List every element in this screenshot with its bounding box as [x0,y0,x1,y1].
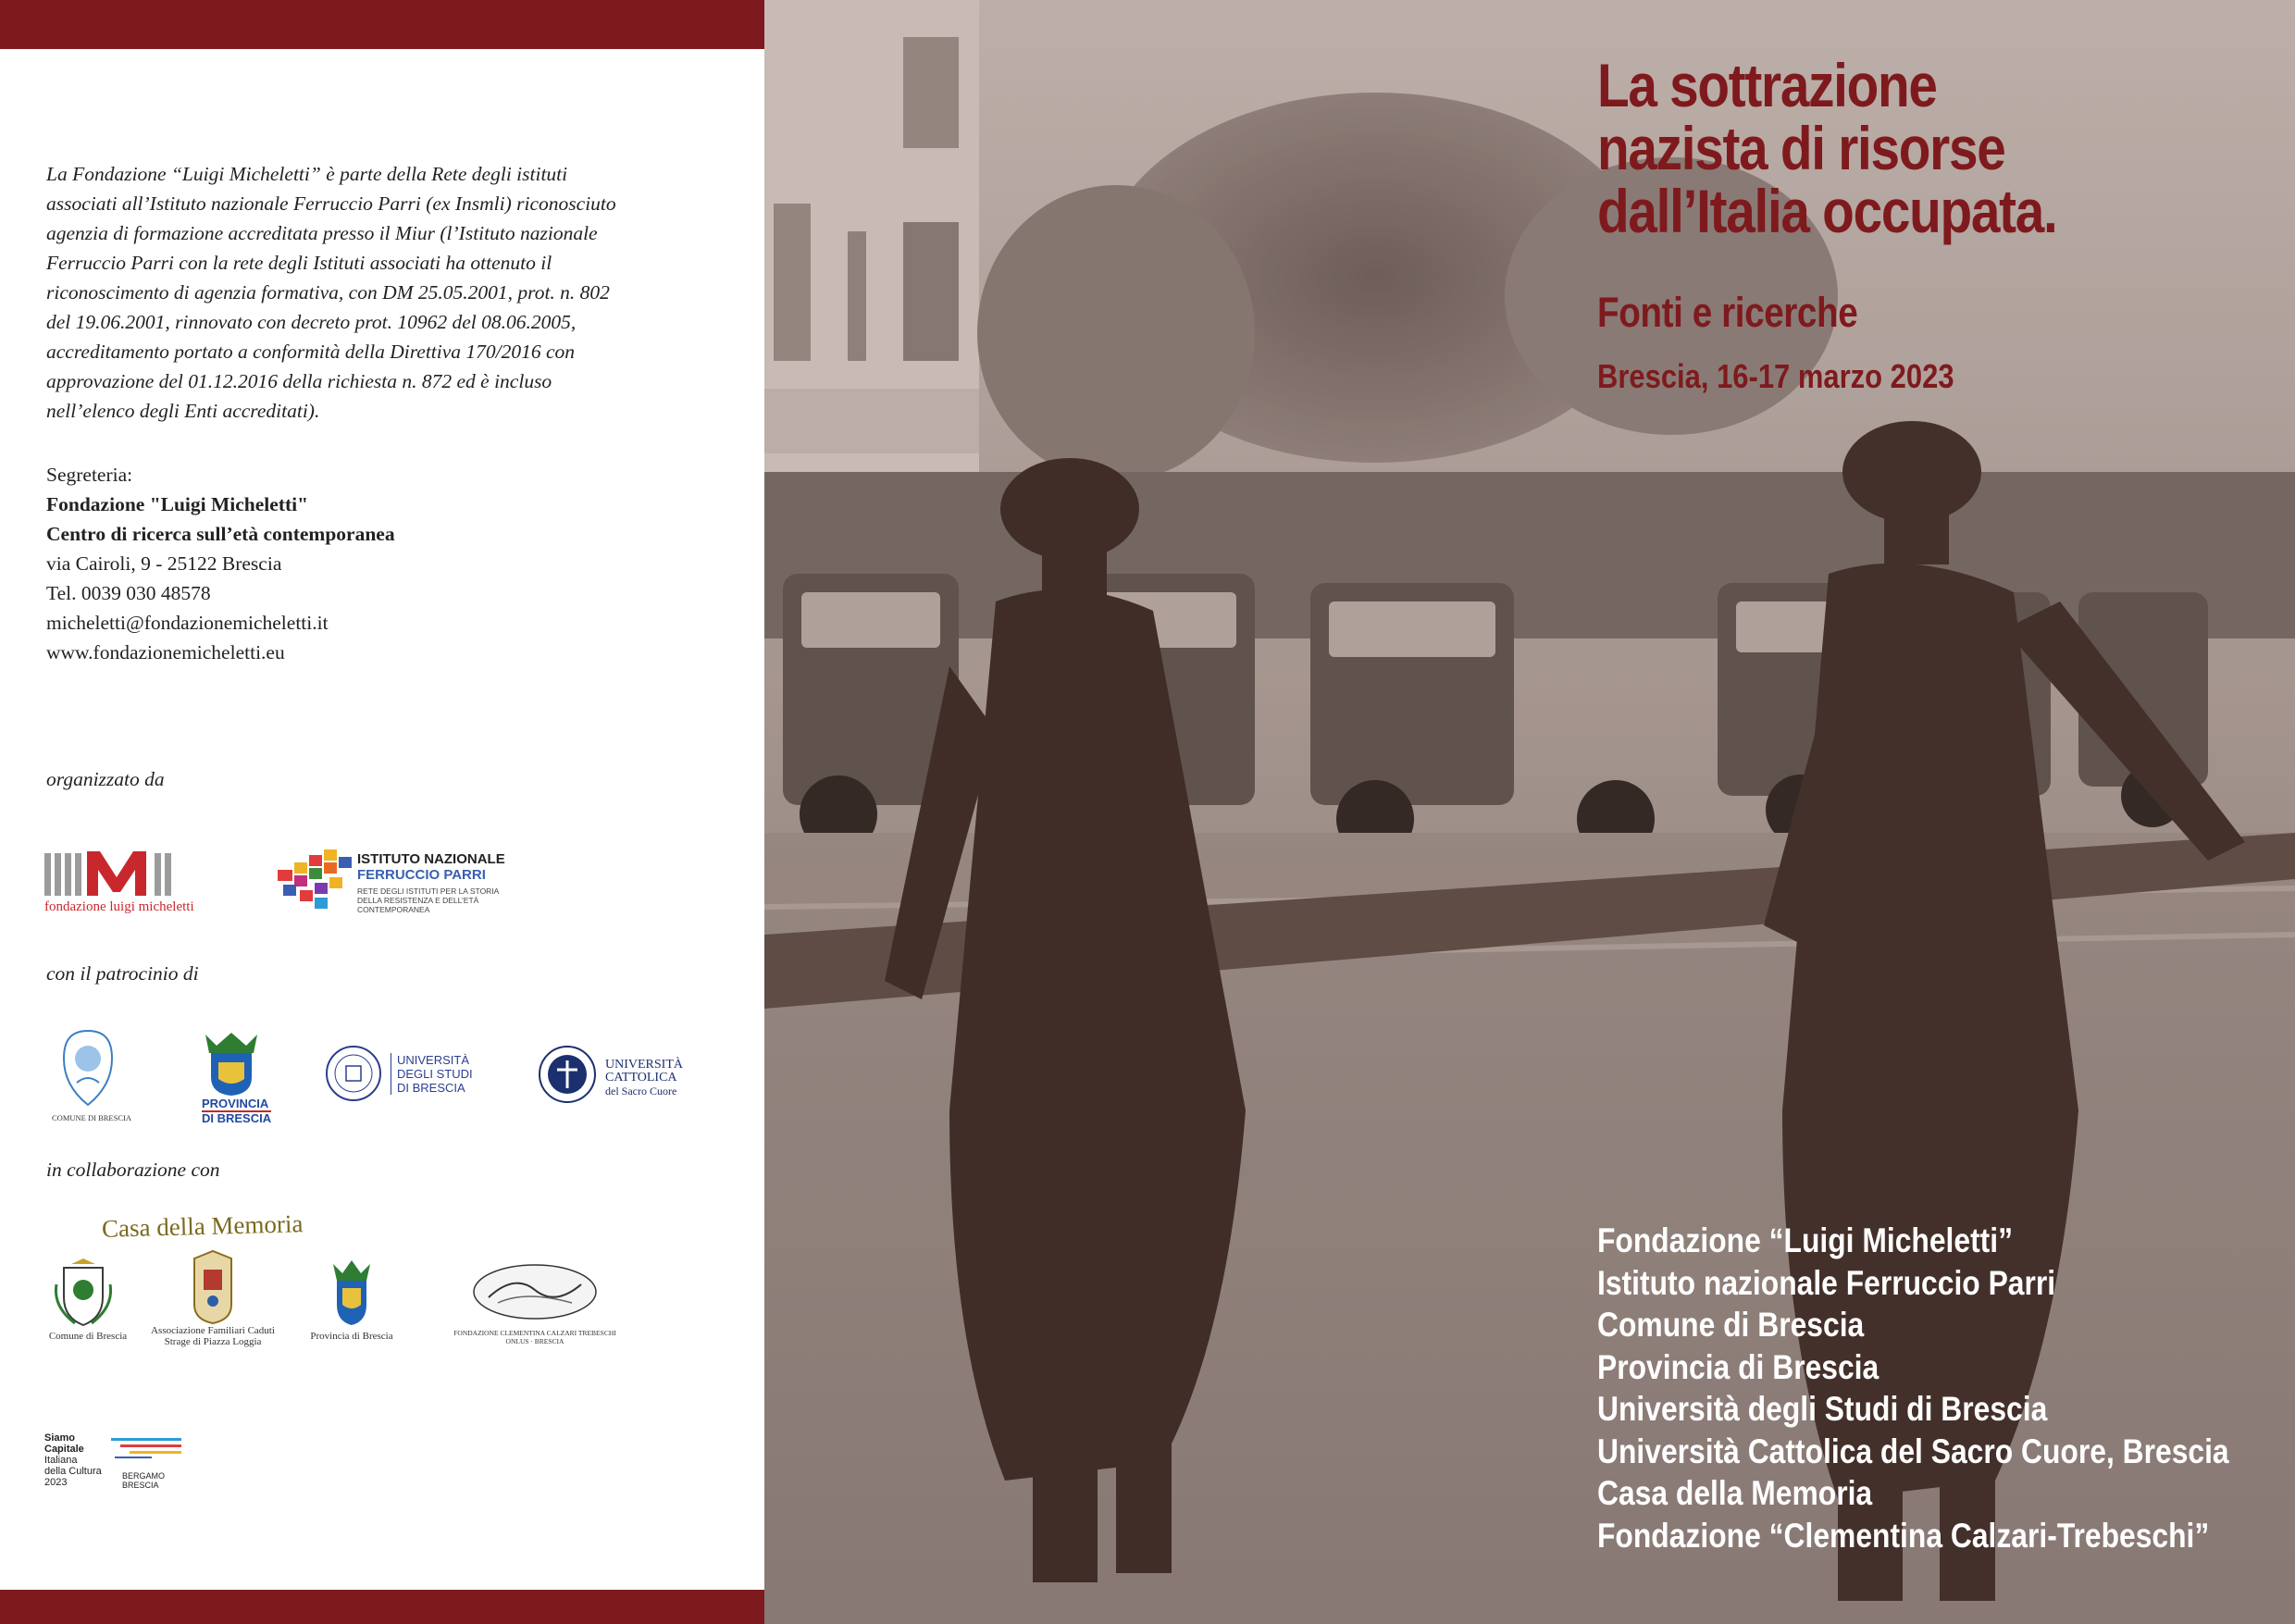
unibs-seal-icon [324,1044,383,1103]
organizer-item: Fondazione “Clementina Calzari-Trebeschi” [1597,1516,2210,1555]
unibs-text-1: UNIVERSITÀ [397,1053,470,1067]
cattolica-seal-icon [537,1044,598,1105]
parri-mosaic-icon [276,849,357,914]
organizer-item: Provincia di Brescia [1597,1347,1879,1386]
collab-provincia-text: Provincia di Brescia [310,1331,393,1342]
right-panel [764,0,2295,1624]
contact-org-name: Fondazione "Luigi Micheletti" [46,493,309,515]
capitale-text-4: della Cultura [44,1466,102,1477]
contact-address: via Cairoli, 9 - 25122 Brescia [46,552,282,575]
collab-provincia-crest-icon [305,1255,398,1329]
collab-comune-text: Comune di Brescia [48,1331,128,1342]
provincia-logo [194,1027,278,1129]
provincia-crest-icon [194,1027,268,1097]
micheletti-logo [44,849,220,919]
provincia-text-2: DI BRESCIA [202,1111,272,1125]
top-band [0,0,764,49]
comune-logo [51,1027,134,1129]
collab-comune-crest-icon [51,1257,116,1331]
contact-block [46,460,694,667]
cattolica-text-1: UNIVERSITÀ [605,1058,683,1072]
assoc-caduti-text-1: Associazione Familiari Caduti [151,1325,275,1336]
caption-collaboration: in collaborazione con [46,1159,220,1181]
caption-patronage: con il patrocinio di [46,962,199,985]
cattolica-text-3: del Sacro Cuore [605,1085,677,1097]
parri-line1: ISTITUTO NAZIONALE [357,851,505,867]
capitale-cultura-logo [44,1432,192,1497]
left-panel [0,0,764,1624]
organizer-item: Università degli Studi di Brescia [1597,1390,2048,1428]
unibs-text-2: DEGLI STUDI [397,1067,473,1081]
micheletti-mark-icon [44,849,192,896]
contact-phone: Tel. 0039 030 48578 [46,582,211,604]
unibs-logo [324,1044,490,1109]
micheletti-logo-text: fondazione luigi micheletti [44,899,194,914]
capitale-text-5: 2023 [44,1477,68,1488]
capitale-text-3: Italiana [44,1455,78,1466]
collab-comune-logo [48,1257,128,1349]
cattolica-text-2: CATTOLICA [605,1071,677,1085]
event-title [1597,51,2170,245]
intro-paragraph: La Fondazione “Luigi Micheletti” è parte della Rete degli istituti associati all’Istituto nazionale Ferruccio Parri (ex Insmli) riconosciuto agenzia di formazione accreditata presso il Miur (l’Istituto nazionale Ferruccio Parri con la rete degli Istituti associati ha ottenuto il riconoscimento di agenzia formativa, con DM 25.05.2001, prot. n. 802 del 19.06.2001, rinnovato con decreto prot. 10962 del 08.06.2005, accreditamento portato a conformità della Direttiva 170/2016 con approvazione del 01.12.2016 della richiesta n. 872 ed è incluso nell’elenco degli Enti accreditati). [46,163,616,422]
trebeschi-text-1: FONDAZIONE CLEMENTINA CALZARI TREBESCHI [453,1329,616,1337]
title-line-3: dall’Italia occupata. [1597,177,2057,245]
organizers-list [1597,1220,2229,1556]
contact-label: Segreteria: [46,464,133,486]
collab-provincia-logo [305,1255,398,1347]
capitale-text-7: BRESCIA [122,1481,159,1490]
parri-sub1: RETE DEGLI ISTITUTI PER LA STORIA [357,886,500,896]
comune-crest-icon [51,1027,125,1110]
caption-organized-by: organizzato da [46,768,165,790]
comune-logo-text: COMUNE DI BRESCIA [52,1113,131,1122]
assoc-caduti-logo [139,1249,287,1351]
capitale-text-2: Capitale [44,1444,84,1455]
cattolica-logo [537,1044,722,1109]
event-subtitle: Fonti e ricerche [1597,289,1858,336]
unibs-text-3: DI BRESCIA [397,1081,465,1095]
title-line-1: La sottrazione [1597,51,1937,119]
contact-website[interactable]: www.fondazionemicheletti.eu [46,641,285,663]
casa-memoria-title: Casa della Memoria [101,1209,304,1243]
event-date: Brescia, 16-17 marzo 2023 [1597,357,1954,395]
contact-email[interactable]: micheletti@fondazionemicheletti.it [46,612,329,634]
trebeschi-text-2: ONLUS · BRESCIA [505,1337,564,1345]
bottom-band [0,1590,764,1624]
parri-line2: FERRUCCIO PARRI [357,867,486,883]
organizer-item: Fondazione “Luigi Micheletti” [1597,1221,2014,1259]
provincia-text-1: PROVINCIA [202,1097,269,1110]
capitale-text-1: Siamo [44,1432,76,1444]
parri-logo [276,849,526,924]
parri-sub2: DELLA RESISTENZA E DELL’ETÀ [357,896,479,905]
organizer-item: Istituto nazionale Ferruccio Parri [1597,1263,2056,1302]
organizer-item: Università Cattolica del Sacro Cuore, Brescia [1597,1432,2229,1470]
capitale-stripes-icon [111,1436,185,1460]
trebeschi-logo [452,1262,618,1355]
title-line-2: nazista di risorse [1597,114,2005,182]
contact-org-sub: Centro di ricerca sull’età contemporanea [46,523,395,545]
organizer-item: Comune di Brescia [1597,1306,1865,1344]
organizer-item: Casa della Memoria [1597,1474,1873,1512]
trebeschi-emblem-icon [470,1262,600,1321]
capitale-text-6: BERGAMO [122,1471,166,1481]
parri-sub3: CONTEMPORANEA [357,905,430,914]
assoc-caduti-text-2: Strage di Piazza Loggia [164,1336,262,1347]
assoc-caduti-crest-icon [139,1249,287,1325]
